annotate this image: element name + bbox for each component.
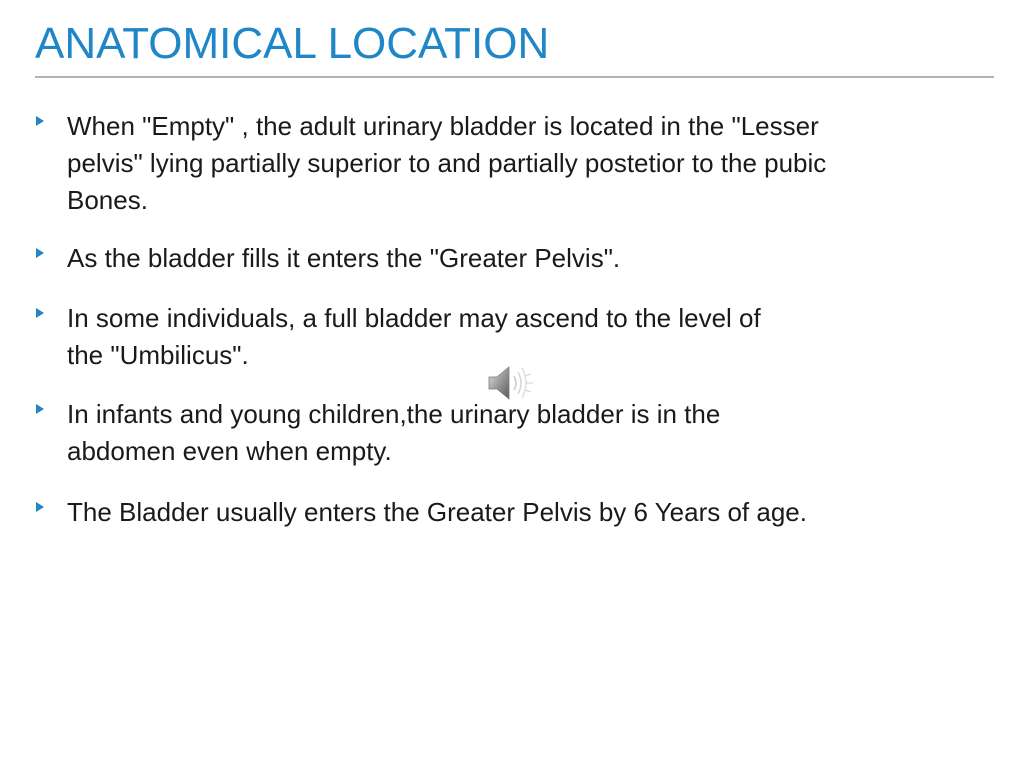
triangle-bullet-icon bbox=[36, 404, 44, 414]
bullet-text: The Bladder usually enters the Greater Pelvis by 6 Years of age. bbox=[67, 497, 807, 527]
triangle-bullet-icon bbox=[36, 116, 44, 126]
speaker-audio-icon[interactable] bbox=[485, 362, 537, 404]
slide-title: ANATOMICAL LOCATION bbox=[35, 19, 550, 68]
bullet-text: In infants and young children,the urinary bladder is in the abdomen even when empty. bbox=[67, 399, 721, 466]
bullet-text: When "Empty" , the adult urinary bladder is located in the "Lesser pelvis" lying partially superior to and partially postetior to the pubic Bones. bbox=[67, 111, 827, 215]
title-divider bbox=[35, 76, 994, 78]
bullet-text: In some individuals, a full bladder may ascend to the level of the "Umbilicus". bbox=[67, 303, 761, 370]
triangle-bullet-icon bbox=[36, 308, 44, 318]
triangle-bullet-icon bbox=[36, 248, 44, 258]
bullet-text: As the bladder fills it enters the "Greater Pelvis". bbox=[67, 243, 621, 273]
triangle-bullet-icon bbox=[36, 502, 44, 512]
